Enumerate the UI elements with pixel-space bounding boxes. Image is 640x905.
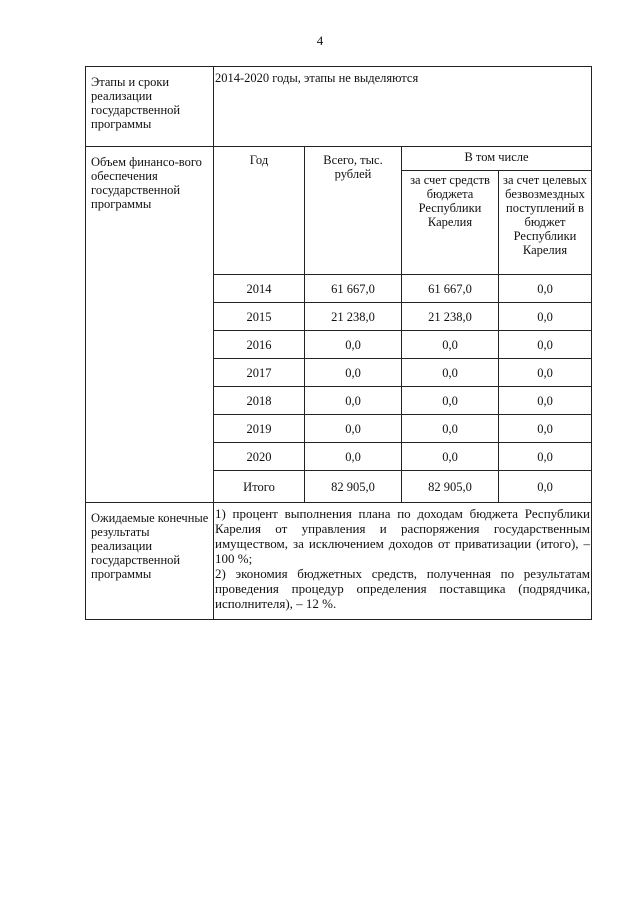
financing-table-cell xyxy=(214,147,592,503)
cell-year: 2020 xyxy=(214,443,305,471)
cell-total: 0,0 xyxy=(305,387,402,415)
table-row xyxy=(214,303,591,331)
cell-total: 82 905,0 xyxy=(305,471,402,503)
header-total: Всего, тыс. рублей xyxy=(305,147,402,275)
table-row xyxy=(214,443,591,471)
cell-total: 0,0 xyxy=(305,359,402,387)
financing-header-row xyxy=(214,147,591,171)
cell-budget: 82 905,0 xyxy=(402,471,499,503)
financing-label: Объем финансо-вого обеспечения государственной программы xyxy=(91,155,202,211)
results-row xyxy=(86,503,592,620)
cell-targeted: 0,0 xyxy=(499,471,592,503)
cell-targeted: 0,0 xyxy=(499,359,592,387)
cell-total-label: Итого xyxy=(214,471,305,503)
cell-total: 21 238,0 xyxy=(305,303,402,331)
cell-total: 0,0 xyxy=(305,443,402,471)
header-targeted: за счет целевых безвозмездных поступлений в бюджет Республики Карелия xyxy=(499,171,592,275)
cell-targeted: 0,0 xyxy=(499,275,592,303)
header-year: Год xyxy=(214,147,305,275)
cell-targeted: 0,0 xyxy=(499,303,592,331)
totals-row xyxy=(214,471,591,503)
cell-budget: 21 238,0 xyxy=(402,303,499,331)
header-budget: за счет средств бюджета Республики Карелия xyxy=(402,171,499,275)
table-row xyxy=(214,275,591,303)
table-row xyxy=(214,331,591,359)
cell-year: 2017 xyxy=(214,359,305,387)
stages-value: 2014-2020 годы, этапы не выделяются xyxy=(215,71,419,85)
cell-year: 2018 xyxy=(214,387,305,415)
cell-total: 61 667,0 xyxy=(305,275,402,303)
financing-table xyxy=(214,147,591,502)
cell-budget: 0,0 xyxy=(402,359,499,387)
table-row xyxy=(214,359,591,387)
cell-budget: 0,0 xyxy=(402,443,499,471)
stages-label-cell xyxy=(86,67,214,147)
cell-year: 2019 xyxy=(214,415,305,443)
results-label-cell xyxy=(86,503,214,620)
program-passport-table xyxy=(85,66,592,620)
cell-targeted: 0,0 xyxy=(499,387,592,415)
financing-label-cell xyxy=(86,147,214,503)
table-row xyxy=(214,415,591,443)
results-label: Ожидаемые конечные результаты реализации государственной программы xyxy=(91,511,209,581)
cell-budget: 0,0 xyxy=(402,415,499,443)
stages-label: Этапы и сроки реализации государственной программы xyxy=(91,75,181,131)
cell-budget: 0,0 xyxy=(402,331,499,359)
results-item-1: 1) процент выполнения плана по доходам бюджета Республики Карелия от управления и распоряжения государственным имуществом, за исключением доходов от приватизации (итого), – 100 %; xyxy=(215,506,590,566)
header-including: В том числе xyxy=(402,147,592,171)
cell-total: 0,0 xyxy=(305,331,402,359)
cell-year: 2014 xyxy=(214,275,305,303)
stages-row xyxy=(86,67,592,147)
cell-year: 2016 xyxy=(214,331,305,359)
results-value-cell xyxy=(214,503,592,620)
cell-budget: 61 667,0 xyxy=(402,275,499,303)
cell-targeted: 0,0 xyxy=(499,443,592,471)
cell-total: 0,0 xyxy=(305,415,402,443)
cell-targeted: 0,0 xyxy=(499,331,592,359)
results-item-2: 2) экономия бюджетных средств, полученная по результатам проведения процедур определения поставщика (подрядчика, исполнителя), – 12 %. xyxy=(215,566,590,611)
stages-value-cell xyxy=(214,67,592,147)
table-row xyxy=(214,387,591,415)
financing-row xyxy=(86,147,592,503)
cell-year: 2015 xyxy=(214,303,305,331)
cell-targeted: 0,0 xyxy=(499,415,592,443)
cell-budget: 0,0 xyxy=(402,387,499,415)
page-number: 4 xyxy=(316,33,324,48)
